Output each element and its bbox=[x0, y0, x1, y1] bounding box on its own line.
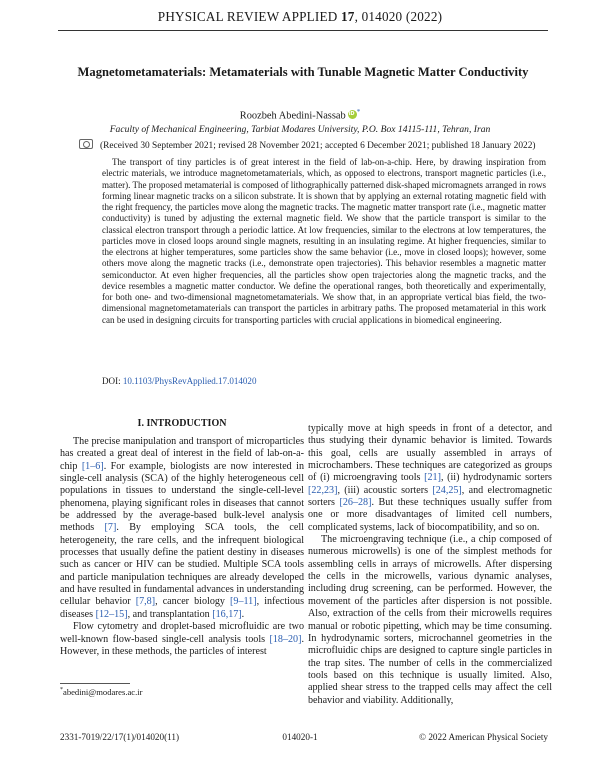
text-run: , (ii) hydrodynamic sorters bbox=[440, 472, 552, 484]
text-run: Flow cytometry and droplet-based microfluidic are two well-known flow-based single-cell analysis tools bbox=[60, 621, 304, 645]
header-divider bbox=[58, 30, 548, 31]
text-run: , and electromagnetic sorters bbox=[308, 484, 552, 509]
text-run: . For example, biologists are now interested in single-cell analysis (SCA) of the highly heterogeneous cell populations in tissues to understand the single-cell-level phenomena, playing significant roles in diseases that cannot be addressed by the average-based bulk-level analysis methods bbox=[60, 460, 304, 534]
citation-link[interactable]: [7,8] bbox=[135, 596, 156, 608]
check-for-updates-icon[interactable] bbox=[79, 139, 93, 149]
abstract: The transport of tiny particles is of great interest in the field of lab-on-a-chip. Here, by drawing inspiration from electric materials, we introduce magnetometamaterials, which, as opposed to electrons, transport magnetic particles (i.e., matter). The proposed metamaterial is composed of lithographically patterned disk-shaped micromagnets arranged in rows forming linear magnetic tracks on a silicon substrate. It is shown that by applying an external rotating magnetic field with the right frequency, the particles move along the magnetic tracks. The magnetic matter transport rate (i.e., magnetic matter conductivity) is tuned by adjusting the external magnetic field. We show that the particle transport is similar to the classical electron transport through a periodic lattice. At low frequencies, similar to the electrons at low temperatures, the particles move in closed loops around single magnets, resulting in an insulating regime. At higher frequencies, similar to the electrons at higher temperatures, some particles show the same behavior (i.e., move in closed loops); however, some others move along the magnetic tracks (i.e., demonstrate open trajectories). This behavior resembles a magnetic matter semiconductor. At even higher frequencies, all the particles show open trajectories along the magnetic tracks, and the device resembles a magnetic matter conductor. We define the operational ranges, both theoretically and experimentally, for both one- and two-dimensional magnetometamaterials. We show that, in an appropriate vertical bias field, the two-dimensional magnetometamaterials can transport the particles in arbitrary paths. The proposed metamaterial in this work can be used in designing circuits for transporting particles with crucial applications in biomedical engineering. bbox=[102, 157, 546, 325]
footer-page-number: 014020-1 bbox=[282, 732, 318, 742]
text-run: , (iii) acoustic sorters bbox=[337, 484, 433, 496]
journal-volume: 17 bbox=[341, 9, 355, 24]
dates-text: (Received 30 September 2021; revised 28 November 2021; accepted 6 December 2021; published 18 January 2022) bbox=[100, 141, 536, 151]
text-run: typically move at high speeds in front of a detector, and thus studying their dynamic behavior is limited. Towards this goal, cells are usually assembled in arrays of microchambers. These techniques are categorized as groups of (i) microengraving tools bbox=[308, 423, 552, 484]
journal-header: PHYSICAL REVIEW APPLIED 17, 014020 (2022) bbox=[157, 9, 443, 24]
intro-paragraph-2 bbox=[60, 621, 304, 658]
footer-copyright: © 2022 American Physical Society bbox=[419, 732, 548, 742]
citation-link[interactable]: [24,25] bbox=[432, 484, 462, 496]
article-number: 014020 bbox=[361, 9, 403, 24]
intro-right-column bbox=[308, 423, 552, 707]
intro-paragraph-1 bbox=[60, 436, 304, 621]
text-run: The precise manipulation and transport of microparticles has created a great deal of interest in the field of lab-on-a-chip bbox=[60, 436, 304, 472]
paper-title: Magnetometamaterials: Metamaterials with Tunable Magnetic Matter Conductivity bbox=[77, 65, 529, 79]
doi-label: DOI: bbox=[102, 376, 121, 386]
doi-line bbox=[102, 376, 256, 386]
text-run: , infectious diseases bbox=[60, 596, 305, 620]
footnote bbox=[60, 687, 143, 697]
text-run: . But these techniques usually suffer from one or more disadvantages of limited cell numbers, complicated systems, lack of biocompatibility, and so on. bbox=[308, 497, 552, 533]
text-run: . However, in these methods, the particles of interest bbox=[60, 633, 304, 657]
text-run: , and transplantation bbox=[127, 608, 213, 620]
author-footnote-mark[interactable]: * bbox=[356, 108, 361, 116]
affiliation: Faculty of Mechanical Engineering, Tarbiat Modares University, P.O. Box 14115-111, Tehran, Iran bbox=[109, 124, 491, 135]
citation-link[interactable]: [1–6] bbox=[81, 460, 104, 472]
intro-left-column bbox=[60, 436, 304, 658]
footer-issn: 2331-7019/22/17(1)/014020(11) bbox=[60, 732, 180, 742]
citation-link[interactable]: [21] bbox=[424, 472, 441, 484]
journal-name: PHYSICAL REVIEW APPLIED bbox=[157, 9, 338, 24]
citation-link[interactable]: [7] bbox=[104, 522, 117, 534]
citation-link[interactable]: [12–15] bbox=[95, 608, 128, 620]
author-name: Roozbeh Abedini-Nassab bbox=[239, 110, 346, 122]
citation-link[interactable]: [18–20] bbox=[269, 633, 302, 645]
doi-link[interactable]: 10.1103/PhysRevApplied.17.014020 bbox=[122, 376, 257, 386]
intro-paragraph-3 bbox=[308, 423, 552, 534]
section-heading: I. INTRODUCTION bbox=[137, 418, 227, 429]
text-run: , cancer biology bbox=[155, 596, 231, 608]
citation-link[interactable]: [26–28] bbox=[339, 497, 372, 509]
citation-link[interactable]: [22,23] bbox=[308, 484, 338, 496]
publication-dates bbox=[79, 139, 559, 151]
citation-link[interactable]: [16,17] bbox=[212, 608, 242, 620]
author-email-link[interactable]: abedini@modares.ac.ir bbox=[63, 687, 143, 697]
author-line bbox=[0, 108, 600, 121]
footnote-mark: * bbox=[60, 687, 63, 694]
intro-paragraph-4: The microengraving technique (i.e., a chip composed of numerous microwells) is one of the simplest methods for assembling cells in arrays of microwells. After dispersing the cells in the microwells, various dynamic analyses, including drug screening, can be performed. However, the movement of the particles after dispersion is not possible. Also, extraction of the cells from their microwells requires manual or robotic pipetting, which may be time consuming. In hydrodynamic sorters, microchannel geometries in the microfluidic chips are designed to capture single particles in the trap sites. The number of cells in the commercialized tools based on this technique is usually limited. Also, applied shear stress to the trapped cells may affect the cell behavior and viability. Additionally, bbox=[308, 534, 552, 706]
citation-link[interactable]: [9–11] bbox=[230, 596, 257, 608]
journal-year: (2022) bbox=[405, 9, 443, 24]
footnote-divider bbox=[60, 683, 130, 684]
orcid-icon[interactable] bbox=[348, 110, 357, 119]
text-run: . bbox=[241, 608, 245, 620]
text-run: . By employing SCA tools, the cell heterogeneity, the rare cells, and the infrequent biological processes that usually define the patient destiny in diseases such as cancer or HIV can be studied. Multiple SCA tools and particle manipulation techniques are already developed and have resulted in fundamental advances in understanding cellular behavior bbox=[60, 522, 304, 608]
